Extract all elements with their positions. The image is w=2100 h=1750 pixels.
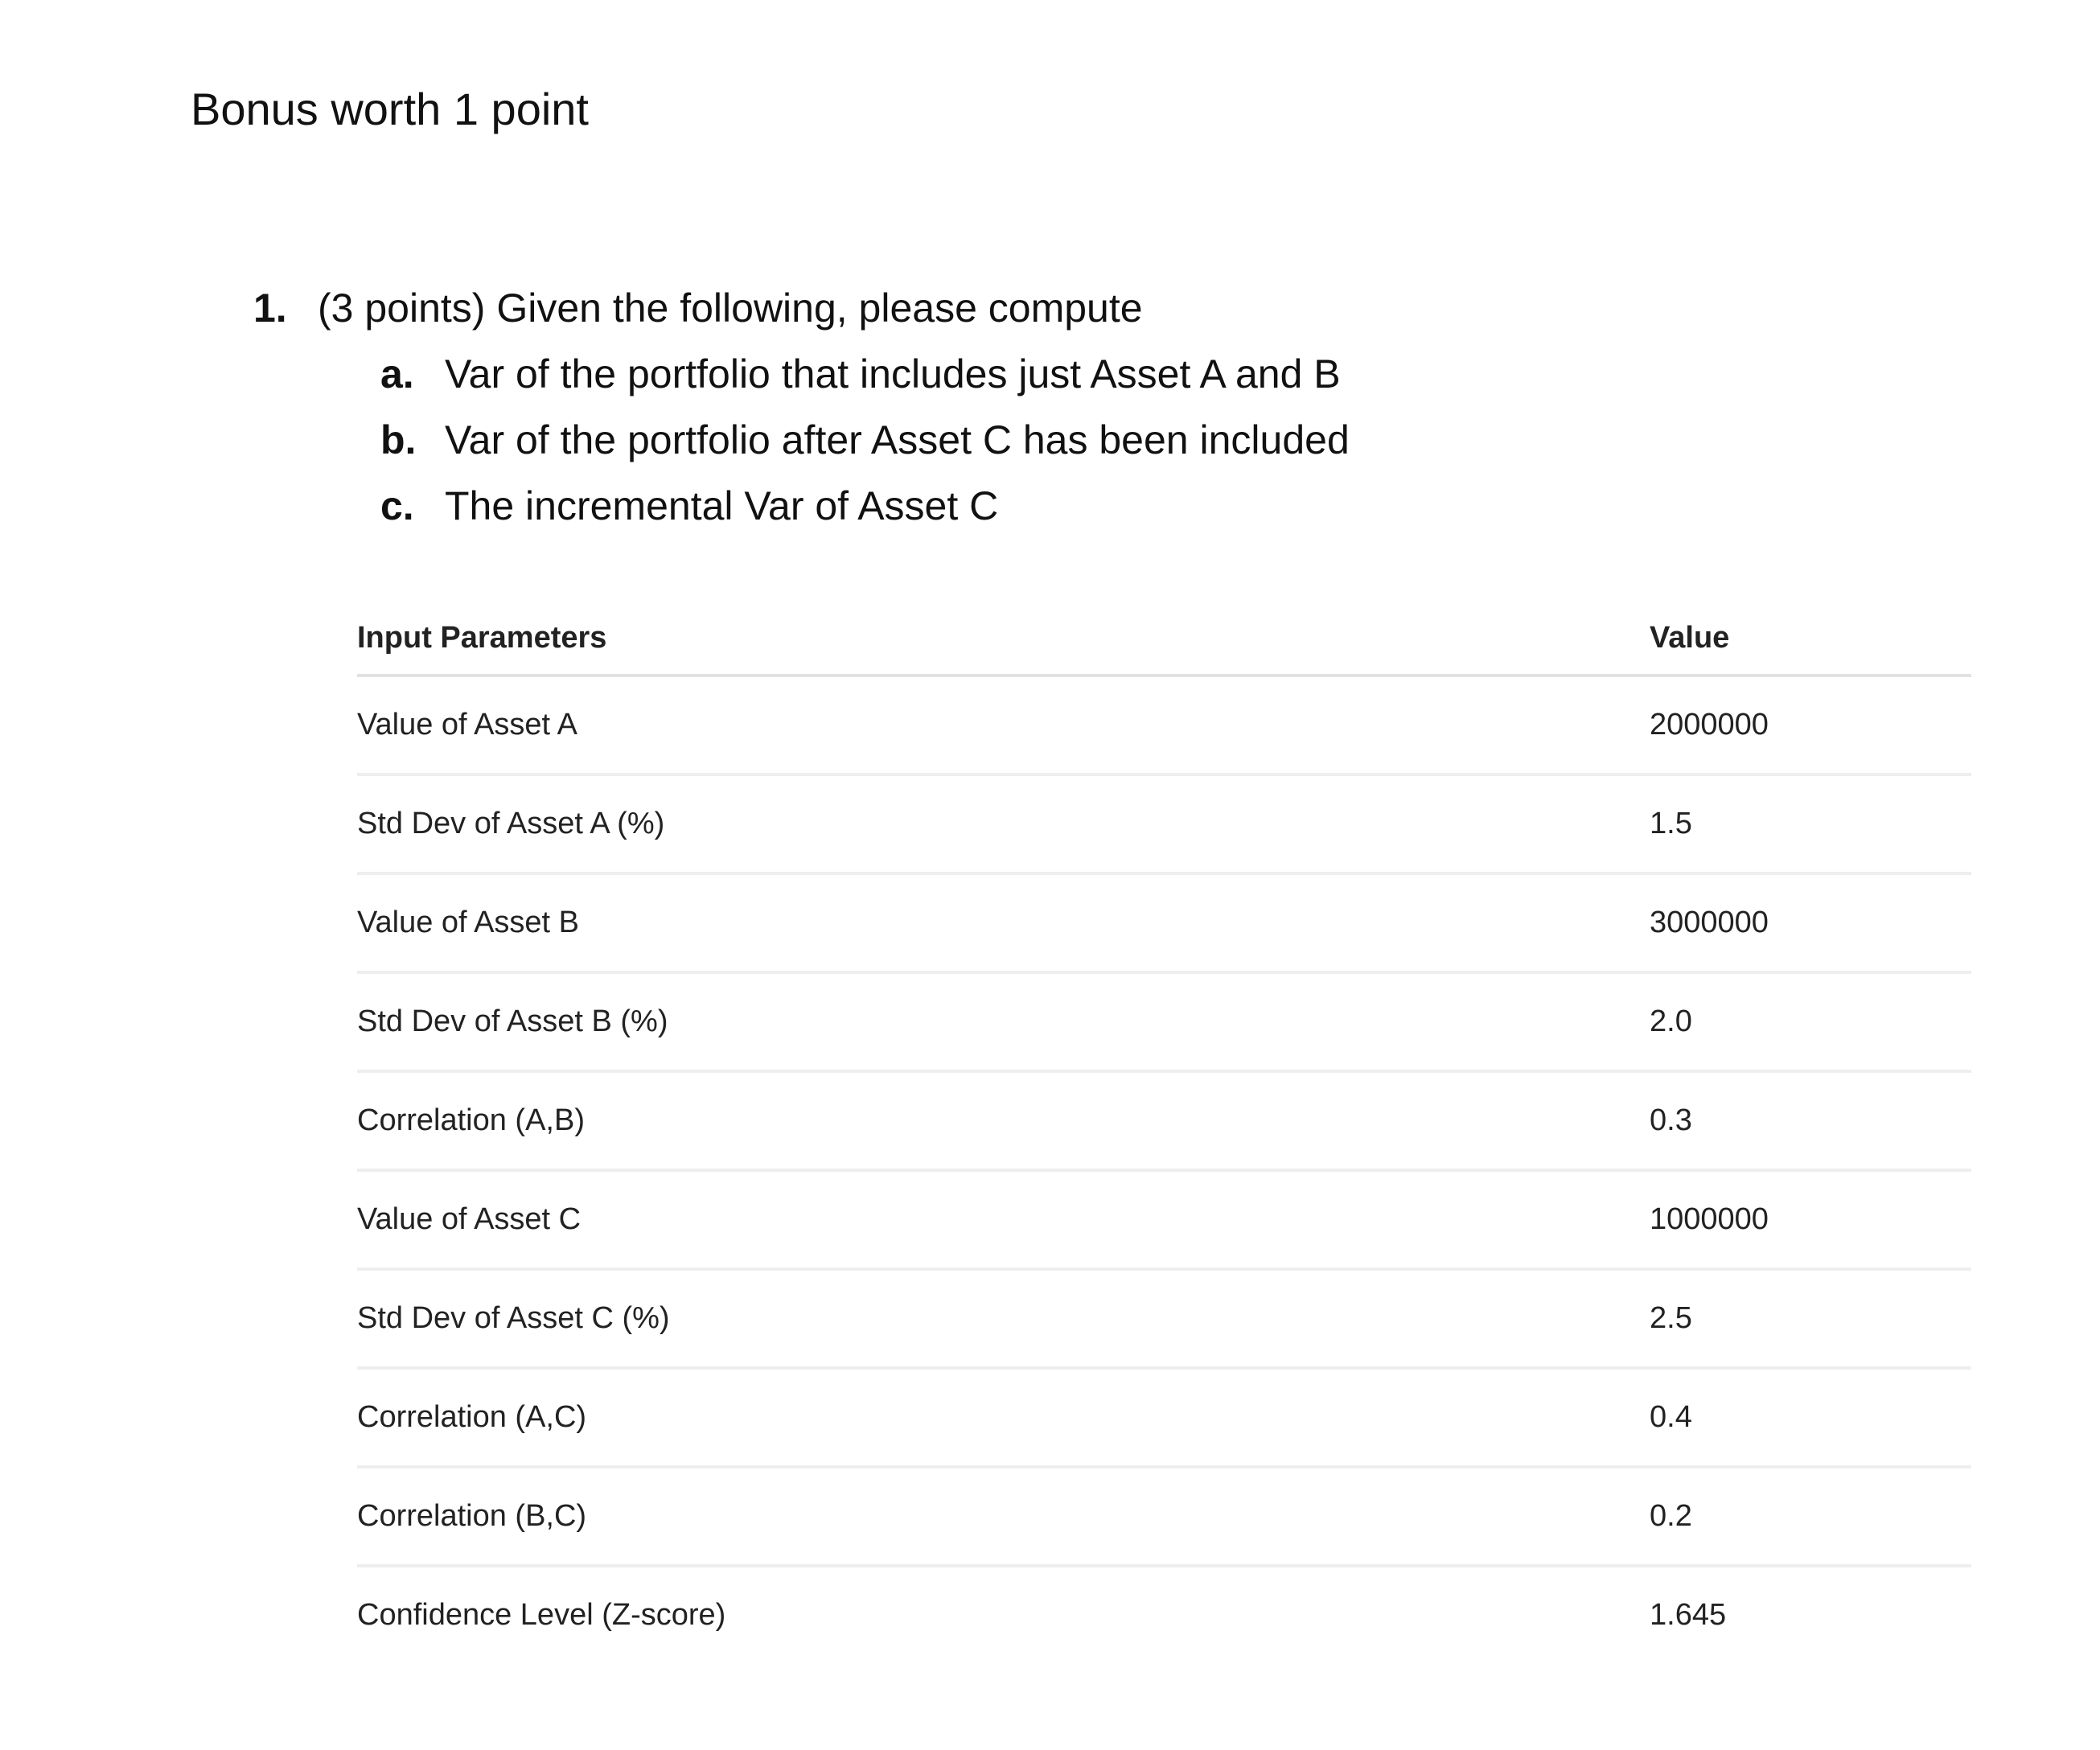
param-name: Std Dev of Asset A (%) bbox=[357, 774, 1650, 873]
param-value: 2.5 bbox=[1650, 1269, 1971, 1368]
subitem-text: Var of the portfolio after Asset C has been included bbox=[445, 417, 1350, 462]
subitem-letter: c. bbox=[380, 483, 414, 528]
question-subitems bbox=[380, 347, 1350, 545]
param-value: 2000000 bbox=[1650, 676, 1971, 774]
question-1 bbox=[253, 281, 1143, 335]
table-row bbox=[357, 1368, 1971, 1467]
param-name: Correlation (A,C) bbox=[357, 1368, 1650, 1467]
param-value: 1.645 bbox=[1650, 1598, 1727, 1632]
param-name: Correlation (B,C) bbox=[357, 1467, 1650, 1566]
param-value: 0.3 bbox=[1650, 1071, 1971, 1170]
param-value: 1.5 bbox=[1650, 774, 1971, 873]
subitem-text: Var of the portfolio that includes just Asset A and B bbox=[445, 351, 1341, 396]
table-row bbox=[357, 676, 1971, 774]
param-name: Value of Asset A bbox=[357, 676, 1650, 774]
param-value: 2.0 bbox=[1650, 972, 1971, 1071]
table-row bbox=[357, 774, 1971, 873]
param-name: Confidence Level (Z-score) bbox=[357, 1598, 726, 1632]
param-name: Std Dev of Asset B (%) bbox=[357, 972, 1650, 1071]
header-input-parameters: Input Parameters bbox=[357, 602, 1650, 676]
table-row bbox=[357, 1566, 1971, 1663]
table-header-row bbox=[357, 602, 1971, 676]
table-row bbox=[357, 1269, 1971, 1368]
table-row bbox=[357, 1467, 1971, 1566]
question-number: 1. bbox=[253, 286, 287, 331]
input-parameters-table bbox=[357, 602, 1971, 1663]
param-value: 0.2 bbox=[1650, 1467, 1971, 1566]
param-name: Value of Asset C bbox=[357, 1170, 1650, 1269]
question-text: (3 points) Given the following, please compute bbox=[318, 286, 1143, 331]
table-row bbox=[357, 1071, 1971, 1170]
table-row bbox=[357, 873, 1971, 972]
subitem-letter: a. bbox=[380, 351, 414, 396]
table-row bbox=[357, 972, 1971, 1071]
page-title: Bonus worth 1 point bbox=[191, 84, 589, 134]
table-row bbox=[357, 1170, 1971, 1269]
param-name: Std Dev of Asset C (%) bbox=[357, 1269, 1650, 1368]
param-value: 1000000 bbox=[1650, 1170, 1971, 1269]
subitem-text: The incremental Var of Asset C bbox=[445, 483, 999, 528]
subitem-a bbox=[380, 347, 1350, 413]
param-value: 3000000 bbox=[1650, 873, 1971, 972]
header-value: Value bbox=[1650, 602, 1971, 676]
subitem-c bbox=[380, 479, 1350, 545]
param-name: Value of Asset B bbox=[357, 873, 1650, 972]
param-value: 0.4 bbox=[1650, 1368, 1971, 1467]
subitem-letter: b. bbox=[380, 417, 417, 462]
param-name: Correlation (A,B) bbox=[357, 1071, 1650, 1170]
subitem-b bbox=[380, 413, 1350, 479]
